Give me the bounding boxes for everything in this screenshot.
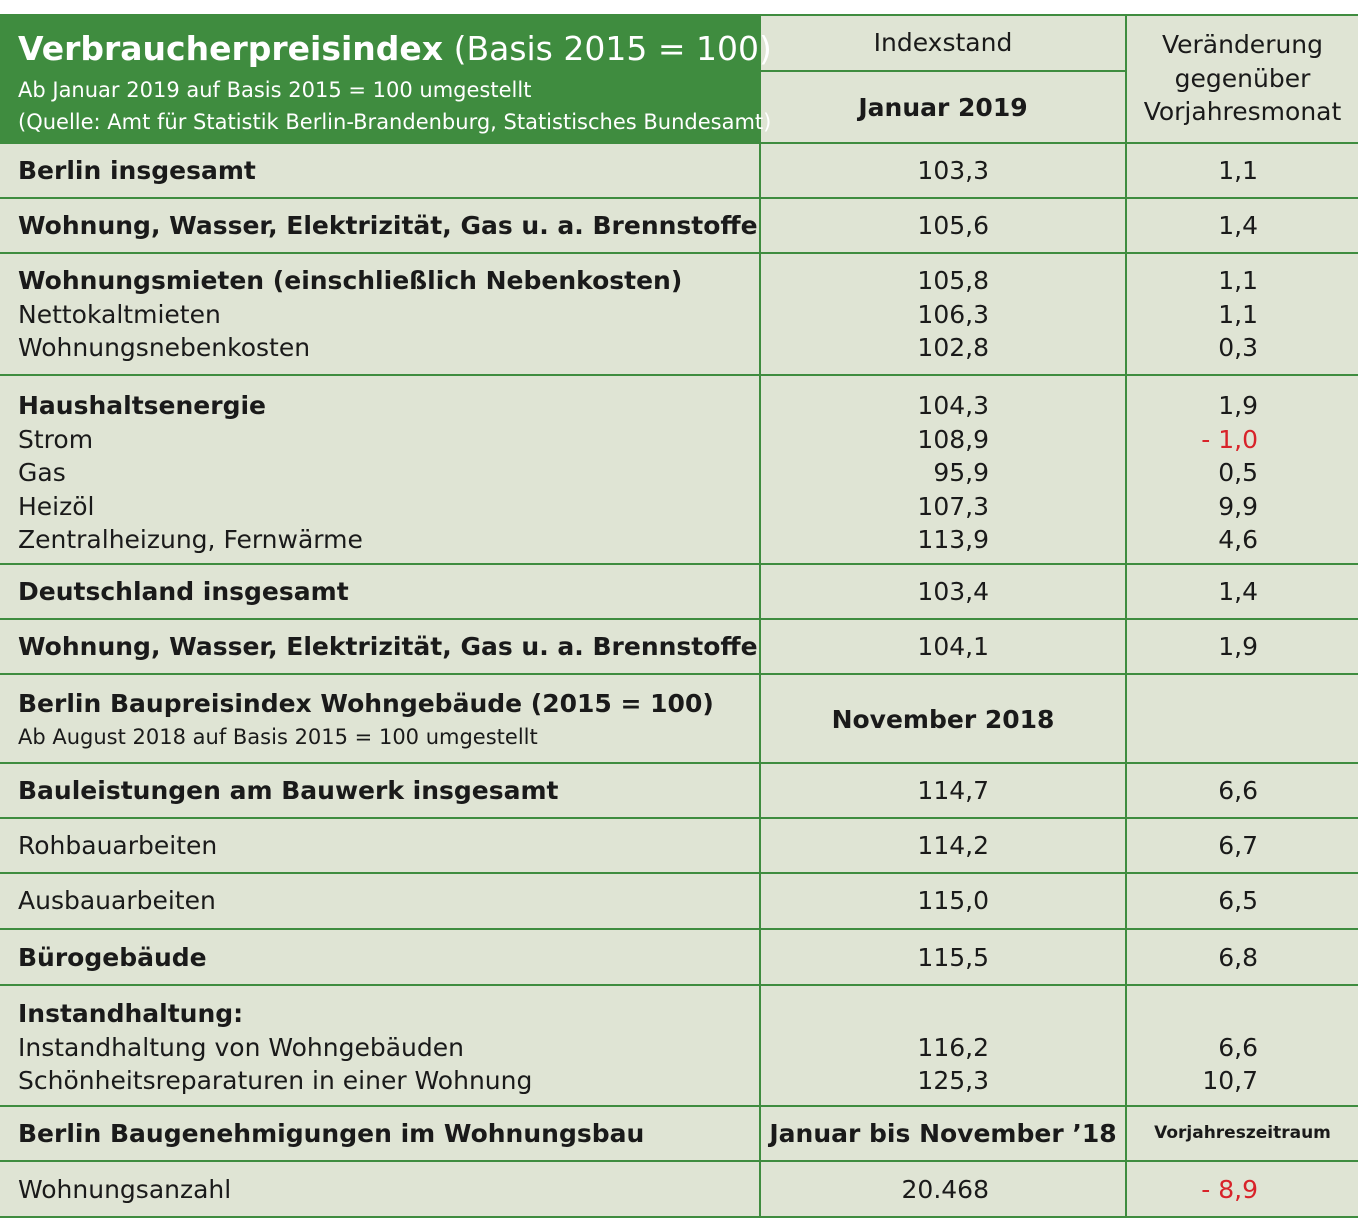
row-index: 104,3 — [917, 391, 989, 420]
row-index: 116,2 — [917, 1032, 989, 1062]
row-index: 103,4 — [917, 577, 989, 606]
section-period: Januar bis November ’18 — [769, 1119, 1117, 1148]
row-index: 108,9 — [917, 424, 989, 454]
price-index-table — [0, 14, 1358, 1218]
section-header-baupreis — [0, 675, 1358, 764]
row-change: 1,1 — [1218, 299, 1258, 329]
row-label: Gas — [18, 458, 66, 487]
row-change: 1,4 — [1218, 211, 1258, 240]
row-index: 114,7 — [917, 776, 989, 805]
row-label: Wohnungsnebenkosten — [18, 333, 311, 362]
row-index: 113,9 — [917, 525, 989, 554]
table-row-group — [0, 376, 1358, 565]
row-change: 1,1 — [1218, 266, 1258, 295]
table-row — [0, 819, 1358, 874]
row-label: Instandhaltung von Wohngebäuden — [18, 1032, 464, 1062]
header-change-cell — [1127, 16, 1358, 142]
section-title: Berlin Baupreisindex Wohngebäude (2015 = 100) — [18, 689, 714, 718]
section-subtitle: Ab August 2018 auf Basis 2015 = 100 umgestellt — [18, 724, 538, 749]
row-label: Strom — [18, 424, 94, 454]
row-index: 114,2 — [917, 831, 989, 860]
row-label: Ausbauarbeiten — [18, 886, 216, 915]
row-change-negative: - 8,9 — [1201, 1175, 1258, 1204]
table-row-group — [0, 254, 1358, 376]
table-row — [0, 1162, 1358, 1218]
row-label: Nettokaltmieten — [18, 299, 221, 329]
table-row — [0, 199, 1358, 254]
table-row — [0, 620, 1358, 675]
header-indexstand: Indexstand — [761, 16, 1125, 72]
table-row — [0, 764, 1358, 819]
row-change: 1,9 — [1218, 391, 1258, 420]
table-subtitle: Ab Januar 2019 auf Basis 2015 = 100 umgestellt — [18, 78, 532, 102]
table-row — [0, 144, 1358, 199]
row-label: Berlin insgesamt — [18, 156, 256, 185]
row-label: Instandhaltung: — [18, 999, 244, 1028]
row-index: 104,1 — [917, 632, 989, 661]
header-change-line1: Veränderung — [1161, 30, 1324, 59]
table-header — [0, 16, 1358, 144]
table-title: Verbraucherpreisindex (Basis 2015 = 100) — [18, 29, 772, 68]
row-index — [761, 997, 1125, 1031]
row-index: 20.468 — [901, 1175, 989, 1204]
row-label: Bürogebäude — [18, 943, 207, 972]
row-label: Wohnung, Wasser, Elektrizität, Gas u. a. Brennstoffe — [18, 211, 758, 240]
row-change: 9,9 — [1218, 491, 1258, 521]
row-label: Wohnungsanzahl — [18, 1175, 232, 1204]
row-label: Bauleistungen am Bauwerk insgesamt — [18, 776, 559, 805]
row-change: 0,5 — [1218, 458, 1258, 487]
row-label: Deutschland insgesamt — [18, 577, 349, 606]
header-period: Januar 2019 — [858, 93, 1028, 122]
row-index: 125,3 — [917, 1066, 989, 1095]
header-change-line3: Vorjahresmonat — [1143, 97, 1342, 126]
row-change: 10,7 — [1202, 1066, 1258, 1095]
row-label: Wohnung, Wasser, Elektrizität, Gas u. a. Brennstoffe — [18, 632, 758, 661]
header-title-cell — [0, 16, 772, 144]
row-index: 107,3 — [917, 491, 989, 521]
row-change — [1127, 997, 1358, 1031]
table-row-group — [0, 986, 1358, 1107]
row-index: 103,3 — [917, 156, 989, 185]
row-label: Wohnungsmieten (einschließlich Nebenkosten) — [18, 266, 683, 295]
row-change: 6,5 — [1218, 886, 1258, 915]
table-row — [0, 930, 1358, 986]
row-label: Rohbauarbeiten — [18, 831, 218, 860]
row-change: 1,4 — [1218, 577, 1258, 606]
row-label: Haushaltsenergie — [18, 391, 266, 420]
row-index: 102,8 — [917, 333, 989, 362]
row-index: 115,5 — [917, 943, 989, 972]
row-index: 106,3 — [917, 299, 989, 329]
row-change: 0,3 — [1218, 333, 1258, 362]
row-label: Schönheitsreparaturen in einer Wohnung — [18, 1066, 533, 1095]
section-period: November 2018 — [831, 705, 1055, 734]
row-index: 105,8 — [917, 266, 989, 295]
row-change: 6,6 — [1218, 1032, 1258, 1062]
table-row — [0, 565, 1358, 620]
row-change: 1,1 — [1218, 156, 1258, 185]
row-change: 6,8 — [1218, 943, 1258, 972]
row-index: 115,0 — [917, 886, 989, 915]
header-change-line2: gegenüber — [1174, 63, 1311, 93]
row-index: 105,6 — [917, 211, 989, 240]
row-change: 4,6 — [1218, 525, 1258, 554]
row-change: 1,9 — [1218, 632, 1258, 661]
row-change: 6,6 — [1218, 776, 1258, 805]
row-label: Heizöl — [18, 491, 95, 521]
table-row — [0, 874, 1358, 930]
table-source: (Quelle: Amt für Statistik Berlin-Brandenburg, Statistisches Bundesamt) — [18, 110, 772, 134]
row-label: Zentralheizung, Fernwärme — [18, 525, 363, 554]
section-title: Berlin Baugenehmigungen im Wohnungsbau — [18, 1119, 645, 1148]
section-change-head: Vorjahreszeitraum — [1154, 1123, 1331, 1143]
row-change-negative: - 1,0 — [1201, 424, 1258, 454]
header-index-cell — [761, 16, 1127, 142]
row-index: 95,9 — [933, 458, 989, 487]
row-change: 6,7 — [1218, 831, 1258, 860]
section-header-baugenehmigungen — [0, 1107, 1358, 1162]
